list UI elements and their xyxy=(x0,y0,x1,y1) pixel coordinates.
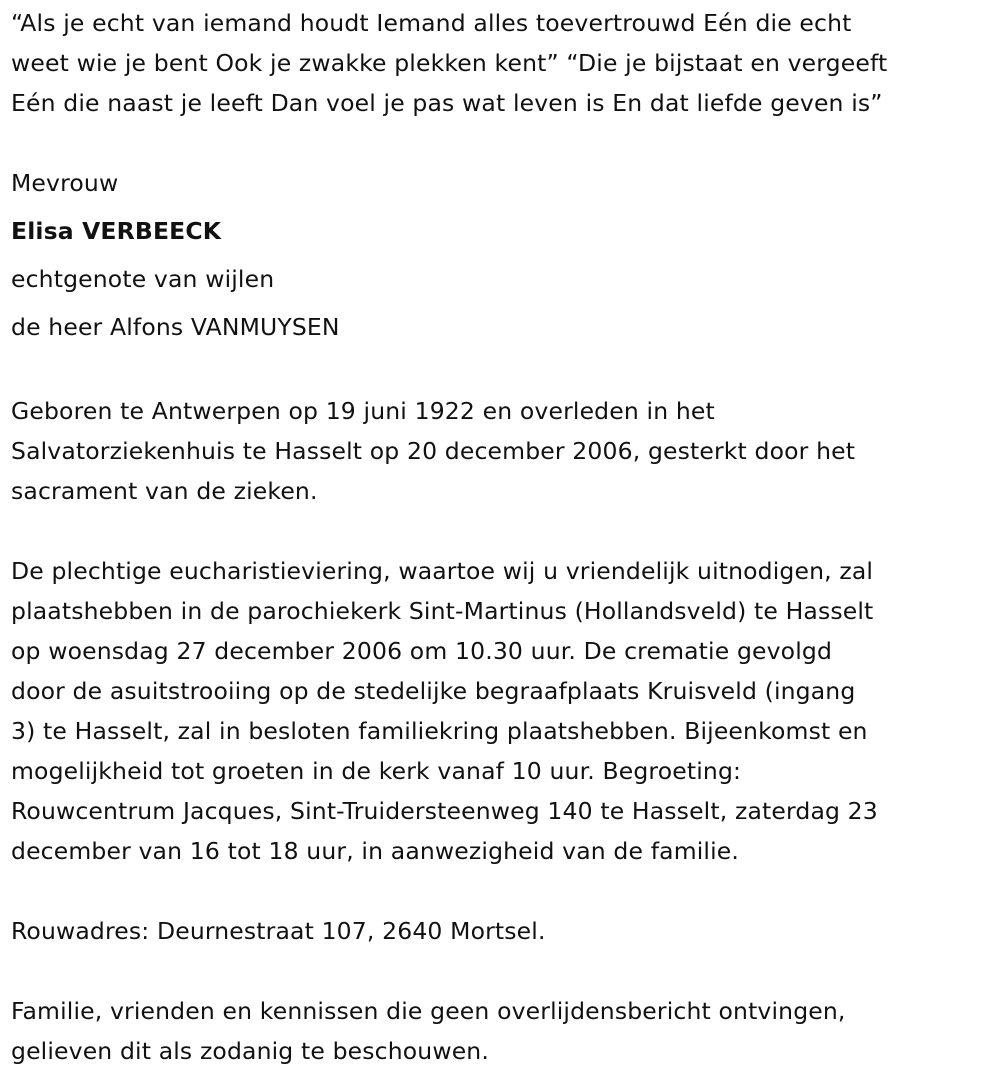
spouse-name: de heer Alfons VANMUYSEN xyxy=(11,313,340,341)
obituary-document xyxy=(11,3,986,1071)
ceremony-line: 3) te Hasselt, zal in besloten familiekring plaatshebben. Bijeenkomst en xyxy=(11,717,868,745)
quote-paragraph xyxy=(11,3,986,123)
paragraph-spacer xyxy=(11,123,986,163)
deceased-title: Mevrouw xyxy=(11,169,119,197)
paragraph-spacer xyxy=(11,951,986,991)
ceremony-line: december van 16 tot 18 uur, in aanwezigheid van de familie. xyxy=(11,837,739,865)
quote-line: “Als je echt van iemand houdt Iemand alles toevertrouwd Eén die echt xyxy=(11,9,852,37)
ceremony-line: door de asuitstrooiing op de stedelijke begraafplaats Kruisveld (ingang xyxy=(11,677,856,705)
ceremony-line: De plechtige eucharistieviering, waartoe wij u vriendelijk uitnodigen, zal xyxy=(11,557,874,585)
paragraph-spacer xyxy=(11,351,986,391)
deceased-relation: echtgenote van wijlen xyxy=(11,265,275,293)
ceremony-line: mogelijkheid tot groeten in de kerk vanaf 10 uur. Begroeting: xyxy=(11,757,742,785)
deceased-block xyxy=(11,159,986,351)
mourning-address: Rouwadres: Deurnestraat 107, 2640 Mortsel. xyxy=(11,917,546,945)
closing-line: Familie, vrienden en kennissen die geen overlijdensbericht ontvingen, xyxy=(11,997,846,1025)
quote-line: weet wie je bent Ook je zwakke plekken kent” “Die je bijstaat en vergeeft xyxy=(11,49,888,77)
paragraph-spacer xyxy=(11,871,986,911)
birth-death-paragraph xyxy=(11,391,986,511)
ceremony-line: plaatshebben in de parochiekerk Sint-Martinus (Hollandsveld) te Hasselt xyxy=(11,597,874,625)
ceremony-line: Rouwcentrum Jacques, Sint-Truidersteenweg 140 te Hasselt, zaterdag 23 xyxy=(11,797,878,825)
birth-death-line: Salvatorziekenhuis te Hasselt op 20 december 2006, gesterkt door het xyxy=(11,437,856,465)
birth-death-line: Geboren te Antwerpen op 19 juni 1922 en overleden in het xyxy=(11,397,715,425)
closing-paragraph xyxy=(11,991,986,1071)
birth-death-line: sacrament van de zieken. xyxy=(11,477,318,505)
closing-line: gelieven dit als zodanig te beschouwen. xyxy=(11,1037,489,1065)
deceased-name: Elisa VERBEECK xyxy=(11,217,222,245)
address-paragraph xyxy=(11,911,986,951)
ceremony-line: op woensdag 27 december 2006 om 10.30 uur. De crematie gevolgd xyxy=(11,637,833,665)
ceremony-paragraph xyxy=(11,551,986,871)
paragraph-spacer xyxy=(11,511,986,551)
quote-line: Eén die naast je leeft Dan voel je pas wat leven is En dat liefde geven is” xyxy=(11,89,883,117)
